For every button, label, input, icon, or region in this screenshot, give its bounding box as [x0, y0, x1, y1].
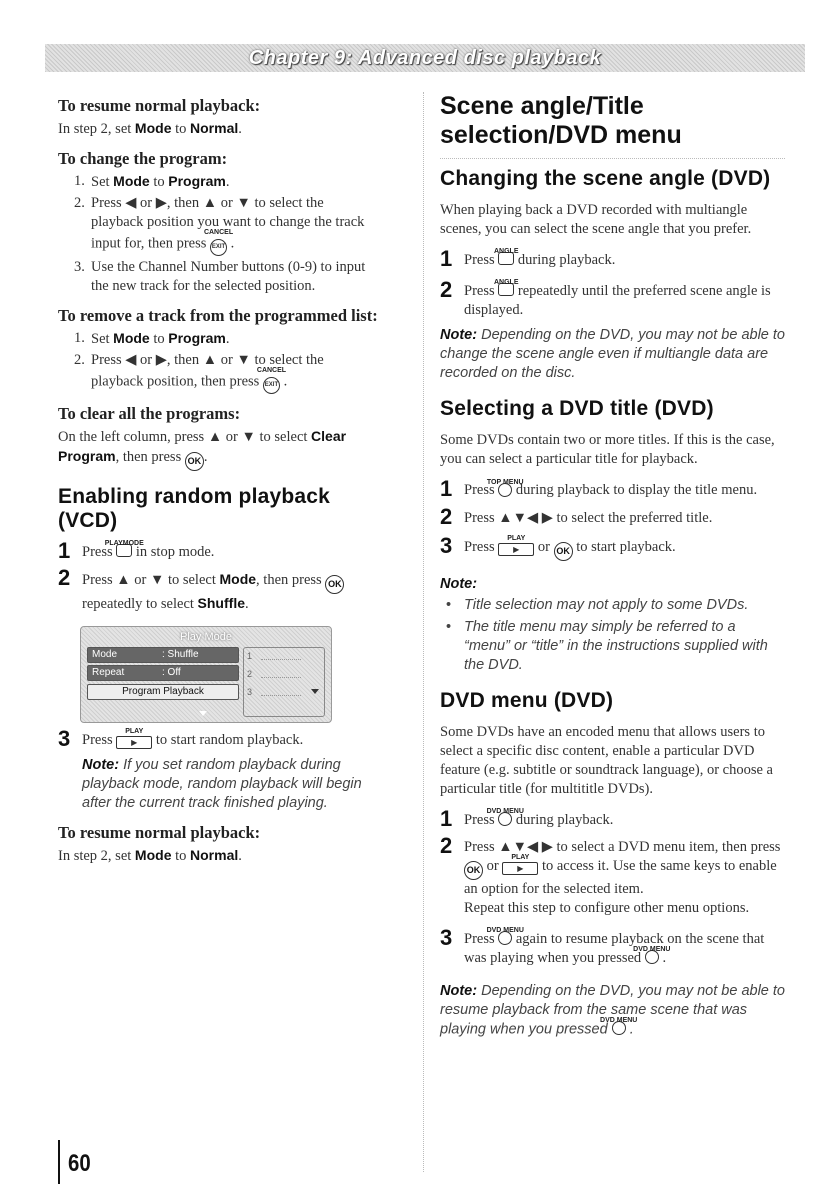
list-item: 3. Use the Channel Number buttons (0-9) to input the new track for the selected position. [74, 259, 366, 294]
scene-angle-intro: When playing back a DVD recorded with multiangle scenes, you can select the scene angle that you prefer. [440, 202, 752, 237]
dvdmenu-note: Note: Depending on the DVD, you may not be able to resume playback from the same scene that was playing when you pressed DVD MENU . [440, 983, 785, 1038]
page-number-bar [58, 1140, 60, 1184]
angle-button-icon: ANGLE [498, 251, 514, 270]
title-step-1: 1 Press TOP MENU during playback to display the title menu. [440, 476, 758, 502]
left-arrow-icon: ◀ [526, 838, 539, 855]
random-step-2: 2 Press ▲ or ▼ to select Mode, then press OK repeatedly to select Shuffle. [58, 570, 378, 614]
dvd-menu-button-icon: DVD MENU [498, 811, 512, 830]
right-arrow-icon: ▶ [541, 509, 553, 526]
down-arrow-icon: ▼ [241, 429, 256, 445]
clear-programs-text: On the left column, press ▲ or ▼ to select Clear Program, then press OK . [58, 427, 378, 471]
right-arrow-icon: ▶ [155, 352, 167, 368]
change-program-steps [58, 172, 378, 296]
page-number: 60 [68, 1150, 91, 1177]
column-divider [423, 92, 424, 1172]
menu-track-slot [261, 677, 301, 678]
resume-heading: To resume normal playback: [58, 96, 261, 115]
ok-button-icon: OK [325, 575, 344, 594]
down-arrow-icon: ▼ [512, 838, 527, 855]
menu-track-number: 2 [247, 669, 253, 680]
menu-track-number: 3 [247, 687, 253, 698]
dvdmenu-step-3: 3 Press DVD MENU again to resume playback on the scene that was playing when you pressed DVD MENU . [440, 930, 785, 968]
up-arrow-icon: ▲ [498, 509, 513, 526]
ok-button-icon: OK [464, 861, 483, 880]
angle-note: Note: Depending on the DVD, you may not be able to change the scene angle even if multiangle data are recorded on the disc. [440, 327, 785, 382]
resume-text-2: In step 2, set Mode to Normal. [58, 847, 242, 865]
dvd-title-heading: Selecting a DVD title (DVD) [440, 397, 714, 421]
list-item: • Title selection may not apply to some DVDs. [440, 596, 785, 615]
dvd-menu-intro: Some DVDs have an encoded menu that allows users to select a specific disc content, enable a particular DVD feature (e.g. subtitle or soundtrack language), or choose a particular title (for multititle DVDs). [440, 723, 773, 797]
angle-button-icon: ANGLE [498, 282, 514, 301]
list-item: • The title menu may simply be referred to a “menu” or “title” in the instructions supplied with the DVD. [440, 618, 785, 675]
up-arrow-icon: ▲ [116, 572, 131, 589]
dvd-title-intro: Some DVDs contain two or more titles. If this is the case, you can select a particular title for playback. [440, 432, 775, 468]
menu-track-number: 1 [247, 651, 253, 662]
up-arrow-icon: ▲ [202, 352, 218, 368]
menu-row-repeat: Repeat : Off [87, 665, 239, 681]
scene-angle-heading: Changing the scene angle (DVD) [440, 167, 771, 190]
cancel-button-icon: CANCEL EXIT [210, 232, 227, 256]
dvd-menu-button-icon: DVD MENU [612, 1020, 626, 1039]
left-arrow-icon: ◀ [526, 509, 539, 526]
change-program-heading: To change the program: [58, 149, 228, 168]
resume-text: In step 2, set Mode to Normal. [58, 120, 242, 137]
menu-track-list [243, 647, 325, 717]
up-arrow-icon: ▲ [202, 195, 218, 211]
dvdmenu-step-1: 1 Press DVD MENU during playback. [440, 805, 614, 831]
dvd-menu-heading: DVD menu (DVD) [440, 688, 614, 712]
list-item: 1. Set Mode to Program. [74, 330, 230, 347]
chapter-banner [45, 44, 805, 72]
random-step-1: 1 Press PLAYMODE in stop mode. [58, 538, 215, 563]
menu-program-playback: Program Playback [87, 684, 239, 700]
remove-track-steps [58, 329, 378, 394]
up-arrow-icon: ▲ [498, 838, 513, 855]
playmode-button-icon: PLAYMODE [116, 543, 132, 562]
list-item: 1. Set Mode to Program. [74, 173, 230, 190]
chapter-title: Chapter 9: Advanced disc playback [248, 47, 602, 69]
right-arrow-icon: ▶ [155, 195, 167, 211]
up-arrow-icon: ▲ [207, 429, 223, 445]
menu-row-mode: Mode : Shuffle [87, 647, 239, 663]
ok-button-icon: OK [554, 542, 573, 561]
list-item: 2. Press ◀ or ▶, then ▲ or ▼ to select the playback position, then press CANCEL EXIT . [58, 351, 378, 394]
title-note-label: Note: [440, 575, 478, 592]
play-button-icon: PLAY ▶ [502, 857, 538, 876]
menu-track-slot [261, 659, 301, 660]
title-step-3: 3 Press PLAY ▶ or OK to start playback. [440, 538, 785, 561]
remove-track-heading: To remove a track from the programmed list: [58, 306, 378, 325]
down-arrow-icon: ▼ [236, 195, 251, 211]
play-button-icon: PLAY ▶ [116, 731, 152, 750]
scroll-down-icon [311, 689, 319, 694]
down-arrow-icon: ▼ [236, 352, 251, 368]
dvd-menu-button-icon: DVD MENU [498, 930, 512, 949]
clear-programs-heading: To clear all the programs: [58, 404, 241, 423]
ok-button-icon: OK [185, 452, 204, 471]
random-step-3: 3 Press PLAY ▶ to start random playback. [58, 726, 304, 752]
right-arrow-icon: ▶ [541, 838, 553, 855]
left-column [58, 92, 378, 870]
play-button-icon: PLAY ▶ [498, 538, 534, 557]
random-playback-heading: Enabling random playback (VCD) [58, 485, 331, 532]
menu-track-slot [261, 695, 301, 696]
right-column [440, 92, 785, 1045]
dvdmenu-step-2: 2 Press ▲▼◀ ▶ to select a DVD menu item, then press OK or PLAY ▶ to access it. Use the same keys to enable an option for the selected item. Repeat this step to configure other menu options. [440, 832, 781, 916]
section-main-heading: Scene angle/Title selection/DVD menu [440, 92, 785, 159]
scroll-down-icon [199, 711, 207, 716]
random-note: Note: If you set random playback during playback mode, random playback will begin after the current track finished playing. [82, 757, 362, 812]
dvd-menu-button-icon: DVD MENU [645, 949, 659, 968]
cancel-button-icon: CANCEL EXIT [263, 370, 280, 394]
angle-step-1: 1 Press ANGLE during playback. [440, 246, 616, 271]
down-arrow-icon: ▼ [149, 572, 165, 589]
top-menu-button-icon: TOP MENU [498, 482, 512, 501]
left-arrow-icon: ◀ [125, 352, 137, 368]
title-step-2: 2 Press ▲▼◀ ▶ to select the preferred title. [440, 503, 713, 529]
resume-heading-2: To resume normal playback: [58, 823, 261, 843]
left-arrow-icon: ◀ [125, 195, 137, 211]
down-arrow-icon: ▼ [512, 509, 527, 526]
angle-step-2: 2 Press ANGLE repeatedly until the preferred scene angle is displayed. [440, 277, 771, 319]
menu-title: Play Mode [180, 631, 232, 644]
list-item: 2. Press ◀ or ▶, then ▲ or ▼ to select the playback position you want to change the track input for, then press CANCEL EXIT . [58, 194, 378, 256]
play-mode-menu-screenshot [80, 626, 332, 723]
